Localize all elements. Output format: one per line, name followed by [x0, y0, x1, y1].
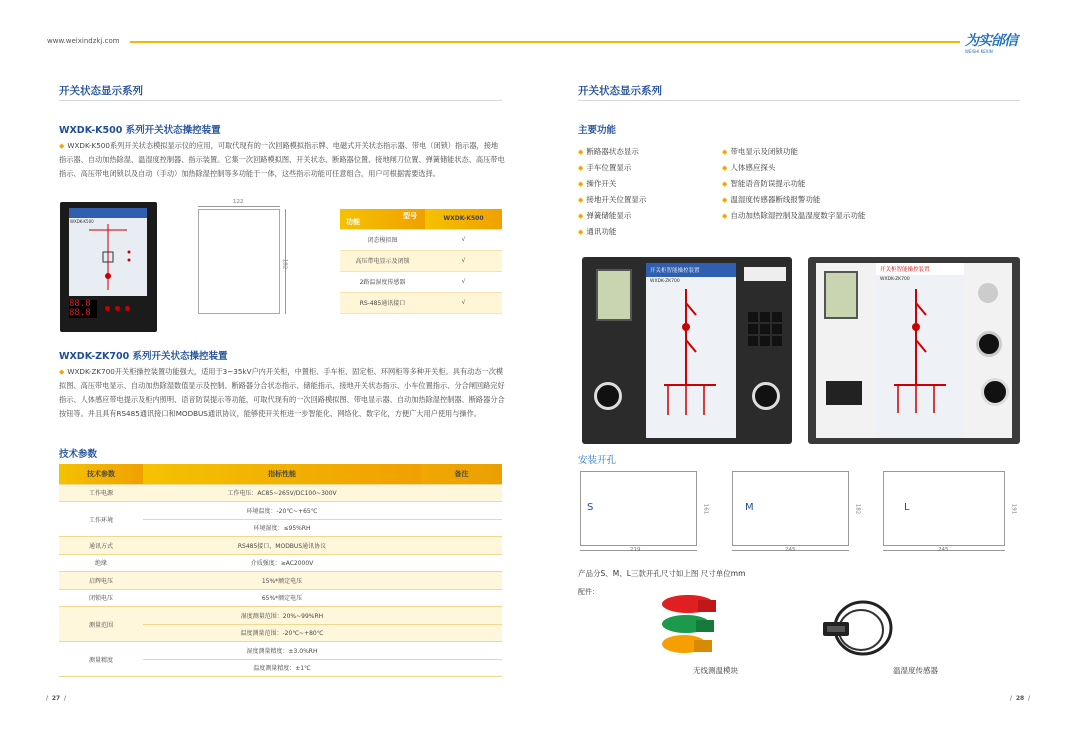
- logo-text: 为实邰信: [965, 33, 1017, 49]
- list-item: ◆ 通讯功能: [578, 227, 617, 236]
- list-item: ◆ 接地开关位置显示: [578, 195, 647, 204]
- device2-diagram: [876, 285, 964, 435]
- table-row: 通讯方式 RS485接口，MODBUS通讯协议: [59, 537, 502, 555]
- mounting-title: 安装开孔: [578, 455, 617, 466]
- functions-title: 主要功能: [578, 125, 617, 136]
- functions-list-col2: [722, 144, 865, 224]
- zk700-description: ◆ WXDK-ZK700开关柜操控装置功能强大，适用于3~35kV户内开关柜，中置柜、手车柜、固定柜、环网柜等多种开关柜。具有动态一次模拟图、高压带电显示、自动加热除湿数值显示及控制、断路器分合状态指示、储能指示、接地开关状态指示、小车位置指示、分合闸回路完好指示、人体感应带电提示及柜内照明、语音防误提示等功能，可取代现有的一次回路模拟图、带电显示器、自动加热除湿控制器、断路器分合按钮等。并且具有RS485通讯接口和MODBUS通讯协议，能够使开关柜进一步智能化、网络化、数字化，方便广大用户使用与操作。: [59, 367, 505, 418]
- zk700-device-image-1: [582, 257, 792, 444]
- device2-title: 开关柜智能操控装置: [880, 267, 930, 273]
- website-url: www.weixindzkj.com: [47, 37, 120, 45]
- zk700-device-image-2: [808, 257, 1020, 444]
- table-row: 工作电源 工作电压：AC85~265V/DC100~300V: [59, 484, 502, 502]
- params-table: [59, 464, 502, 677]
- table-row: 测量范围 湿度测量范围：20%~99%RH: [59, 607, 502, 625]
- table-row: 环境湿度：≤95%RH: [59, 519, 502, 537]
- device1-model: WXDK-ZK700: [650, 279, 680, 284]
- device2-model: WXDK-ZK700: [880, 277, 910, 282]
- table-row: 2路温湿度传感器 √: [340, 271, 502, 292]
- k500-title: WXDK-K500 系列开关状态操控装置: [59, 125, 221, 136]
- k500-dimension-drawing: [193, 199, 303, 319]
- hole-m-width: 245: [785, 547, 796, 553]
- device1-title: 开关柜智能操控装置: [650, 268, 700, 274]
- list-item: ◆ 断路器状态显示: [578, 147, 639, 156]
- k500-height-dim: 182: [281, 258, 288, 270]
- right-section-title: 开关状态显示系列: [578, 85, 662, 97]
- mounting-hole-m: [732, 471, 849, 546]
- params-title: 技术参数: [59, 449, 98, 460]
- func-header-value: WXDK-K500: [425, 209, 502, 229]
- table-row: 高压带电显示及闭锁 √: [340, 250, 502, 271]
- table-row: 测量精度 湿度测量精度：±3.0%RH: [59, 642, 502, 660]
- list-item: ◆ 手车位置显示: [578, 163, 632, 172]
- list-item: ◆ 弹簧储能显示: [578, 211, 632, 220]
- table-row: 绝缘 介质强度：≥AC2000V: [59, 554, 502, 572]
- func-header-func: 功能: [346, 217, 360, 226]
- hole-s-label: S: [587, 502, 594, 513]
- table-row: 温度测量精度：±1℃: [59, 659, 502, 677]
- functions-list-col1: [578, 144, 646, 240]
- k500-model-label: WXDK-K500: [70, 219, 94, 224]
- list-item: ◆ 操作开关: [578, 179, 617, 188]
- list-item: ◆ 自动加热除湿控制及温湿度数字显示功能: [722, 211, 866, 220]
- hole-s-width: 219: [630, 547, 641, 553]
- list-item: ◆ 温湿度传感器断线报警功能: [722, 195, 821, 204]
- accessory2-label: 温湿度传感器: [893, 666, 938, 675]
- wireless-temp-module-image: [650, 590, 725, 670]
- hole-l-height: 191: [1010, 503, 1017, 515]
- brand-logo: [965, 30, 1035, 56]
- k500-device-image: WXDK-K500 88.8 88.8: [60, 202, 157, 332]
- hole-m-height: 182: [854, 503, 861, 515]
- header-rule: [130, 41, 960, 43]
- left-section-title: 开关状态显示系列: [59, 85, 143, 97]
- logo-sub: WEISHI KEXIN: [965, 49, 993, 54]
- table-row: 温度测量范围：-20℃~+80℃: [59, 624, 502, 642]
- table-row: 工作环境 环境温度：-20℃~+65℃: [59, 502, 502, 520]
- table-row: 启辉电压 15%*额定电压: [59, 572, 502, 590]
- table-row: 闭锁电压 65%*额定电压: [59, 589, 502, 607]
- left-section-rule: [59, 100, 502, 101]
- params-header-param: 技术参数: [59, 464, 143, 484]
- k500-description: ◆ WXDK-K500系列开关状态模拟显示仪的应用，可取代现有的一次回路模拟指示牌、电磁式开关状态指示器、带电（闭锁）指示器，接地指示器、自动加热除湿、温湿度控制器、指示装置。它集一次回路模拟图、开关状态、断路器位置、接地闸刀位置、弹簧储能状态、高压带电指示、高压带电闭锁以及自动（手动）加热除湿控制等多功能于一体，这些指示功能可任意组合，用户可根据需要选择。: [59, 141, 505, 178]
- table-row: 闭态模拟图 √: [340, 229, 502, 250]
- right-section-rule: [578, 100, 1020, 101]
- right-page-number: / 28 /: [1010, 695, 1031, 702]
- params-header-note: 备注: [421, 464, 502, 484]
- list-item: ◆ 人体感应探头: [722, 163, 776, 172]
- mounting-hole-l: [883, 471, 1005, 546]
- list-item: ◆ 智能语音防误提示功能: [722, 179, 806, 188]
- mounting-note: 产品分S、M、L三款开孔尺寸如上图 尺寸单位mm: [578, 569, 746, 578]
- hole-l-label: L: [904, 502, 910, 513]
- accessory1-label: 无线测温模块: [693, 666, 738, 675]
- bullet-icon: ◆: [59, 142, 65, 150]
- bullet-icon: ◆: [59, 368, 65, 376]
- k500-diagram: [69, 222, 147, 292]
- list-item: ◆ 带电显示及闭锁功能: [722, 147, 798, 156]
- zk700-title: WXDK-ZK700 系列开关状态操控装置: [59, 351, 228, 362]
- hole-s-height: 161: [702, 503, 709, 515]
- mounting-hole-s: [580, 471, 697, 546]
- hole-m-label: M: [745, 502, 754, 513]
- params-header-row: [59, 464, 502, 484]
- k500-width-dim: 122: [233, 199, 244, 205]
- device1-diagram: [646, 285, 736, 435]
- left-page-number: / 27 /: [46, 695, 67, 702]
- func-header-model: 型号: [403, 212, 417, 220]
- accessories-label: 配件：: [578, 588, 599, 596]
- table-row: RS-485通讯接口 √: [340, 292, 502, 313]
- temp-humidity-sensor-image: [815, 592, 895, 664]
- k500-function-table: [340, 209, 502, 314]
- func-table-header-cell: [340, 209, 425, 229]
- hole-l-width: 245: [938, 547, 949, 553]
- params-header-value: 指标性能: [143, 464, 421, 484]
